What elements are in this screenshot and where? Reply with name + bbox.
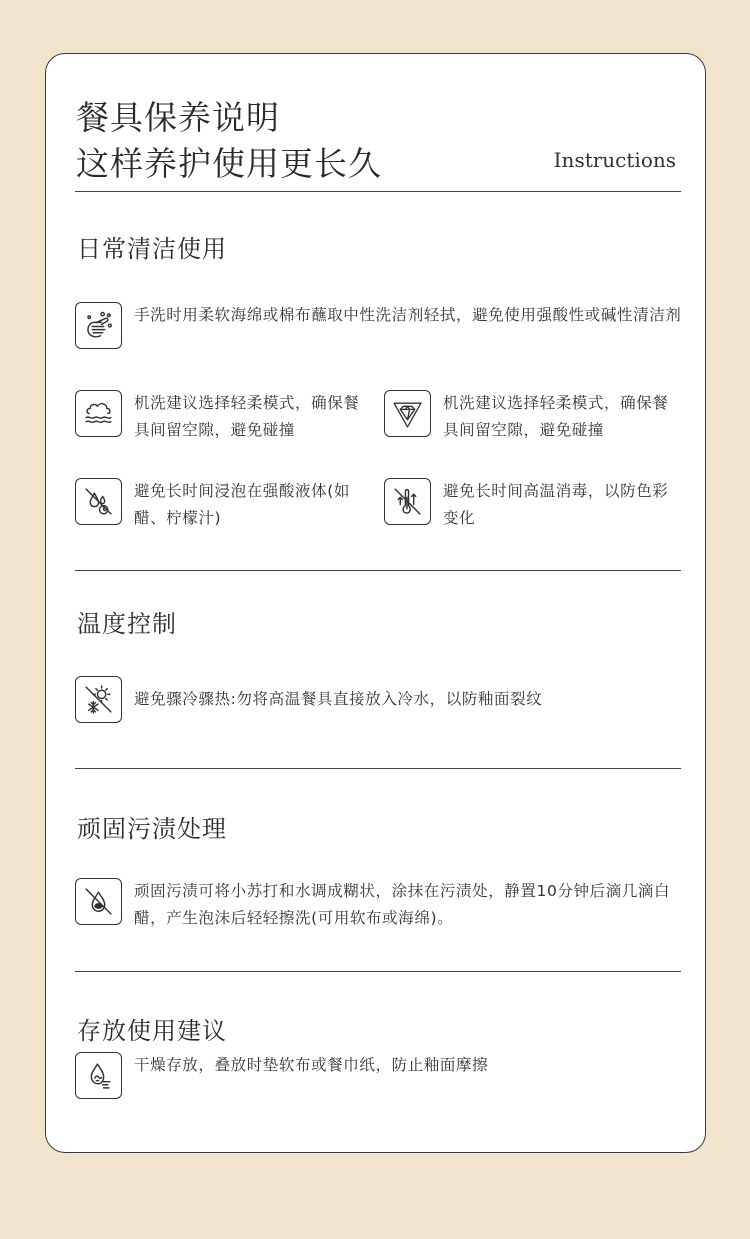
section-title-daily-cleaning: 日常清洁使用 bbox=[77, 235, 227, 263]
item-text: 机洗建议选择轻柔模式，确保餐具间留空隙，避免碰撞 bbox=[443, 394, 669, 439]
item-text: 避免骤冷骤热:勿将高温餐具直接放入冷水，以防釉面裂纹 bbox=[134, 690, 543, 708]
header-divider bbox=[75, 191, 681, 192]
instructions-card bbox=[45, 53, 706, 1153]
item-text: 顽固污渍可将小苏打和水调成糊状，涂抹在污渍处，静置10分钟后滴几滴白醋，产生泡沫后轻轻擦洗(可用软布或海绵)。 bbox=[134, 882, 671, 927]
section-title-storage: 存放使用建议 bbox=[77, 1017, 227, 1045]
list-item bbox=[75, 478, 375, 532]
page-title: 餐具保养说明 bbox=[76, 98, 280, 137]
list-item bbox=[75, 1052, 685, 1099]
no-hot-cold-icon bbox=[75, 676, 122, 723]
page-title-line2: 这样养护使用更长久 bbox=[76, 144, 382, 183]
list-item bbox=[384, 478, 684, 532]
item-text: 避免长时间高温消毒，以防色彩变化 bbox=[443, 482, 669, 527]
item-text: 手洗时用柔软海绵或棉布蘸取中性洗洁剂轻拭，避免使用强酸性或碱性清洁剂 bbox=[134, 306, 682, 324]
no-high-temp-icon bbox=[384, 478, 431, 525]
section-divider bbox=[75, 570, 681, 571]
section-divider bbox=[75, 768, 681, 769]
list-item bbox=[75, 390, 375, 444]
no-acid-soak-icon bbox=[75, 478, 122, 525]
diamond-icon bbox=[384, 390, 431, 437]
list-item bbox=[75, 302, 685, 349]
list-item bbox=[75, 676, 685, 723]
list-item bbox=[75, 878, 685, 932]
item-text: 干燥存放，叠放时垫软布或餐巾纸，防止釉面摩擦 bbox=[134, 1056, 489, 1074]
stain-removal-icon bbox=[75, 878, 122, 925]
dry-storage-icon bbox=[75, 1052, 122, 1099]
section-divider bbox=[75, 971, 681, 972]
item-text: 机洗建议选择轻柔模式，确保餐具间留空隙，避免碰撞 bbox=[134, 394, 360, 439]
page-subtitle: Instructions bbox=[553, 148, 676, 172]
machine-wash-icon bbox=[75, 390, 122, 437]
hand-wash-icon bbox=[75, 302, 122, 349]
section-title-stubborn-stains: 顽固污渍处理 bbox=[77, 815, 227, 843]
item-text: 避免长时间浸泡在强酸液体(如醋、柠檬汁) bbox=[134, 482, 350, 527]
list-item bbox=[384, 390, 684, 444]
section-title-temperature: 温度控制 bbox=[77, 610, 177, 638]
